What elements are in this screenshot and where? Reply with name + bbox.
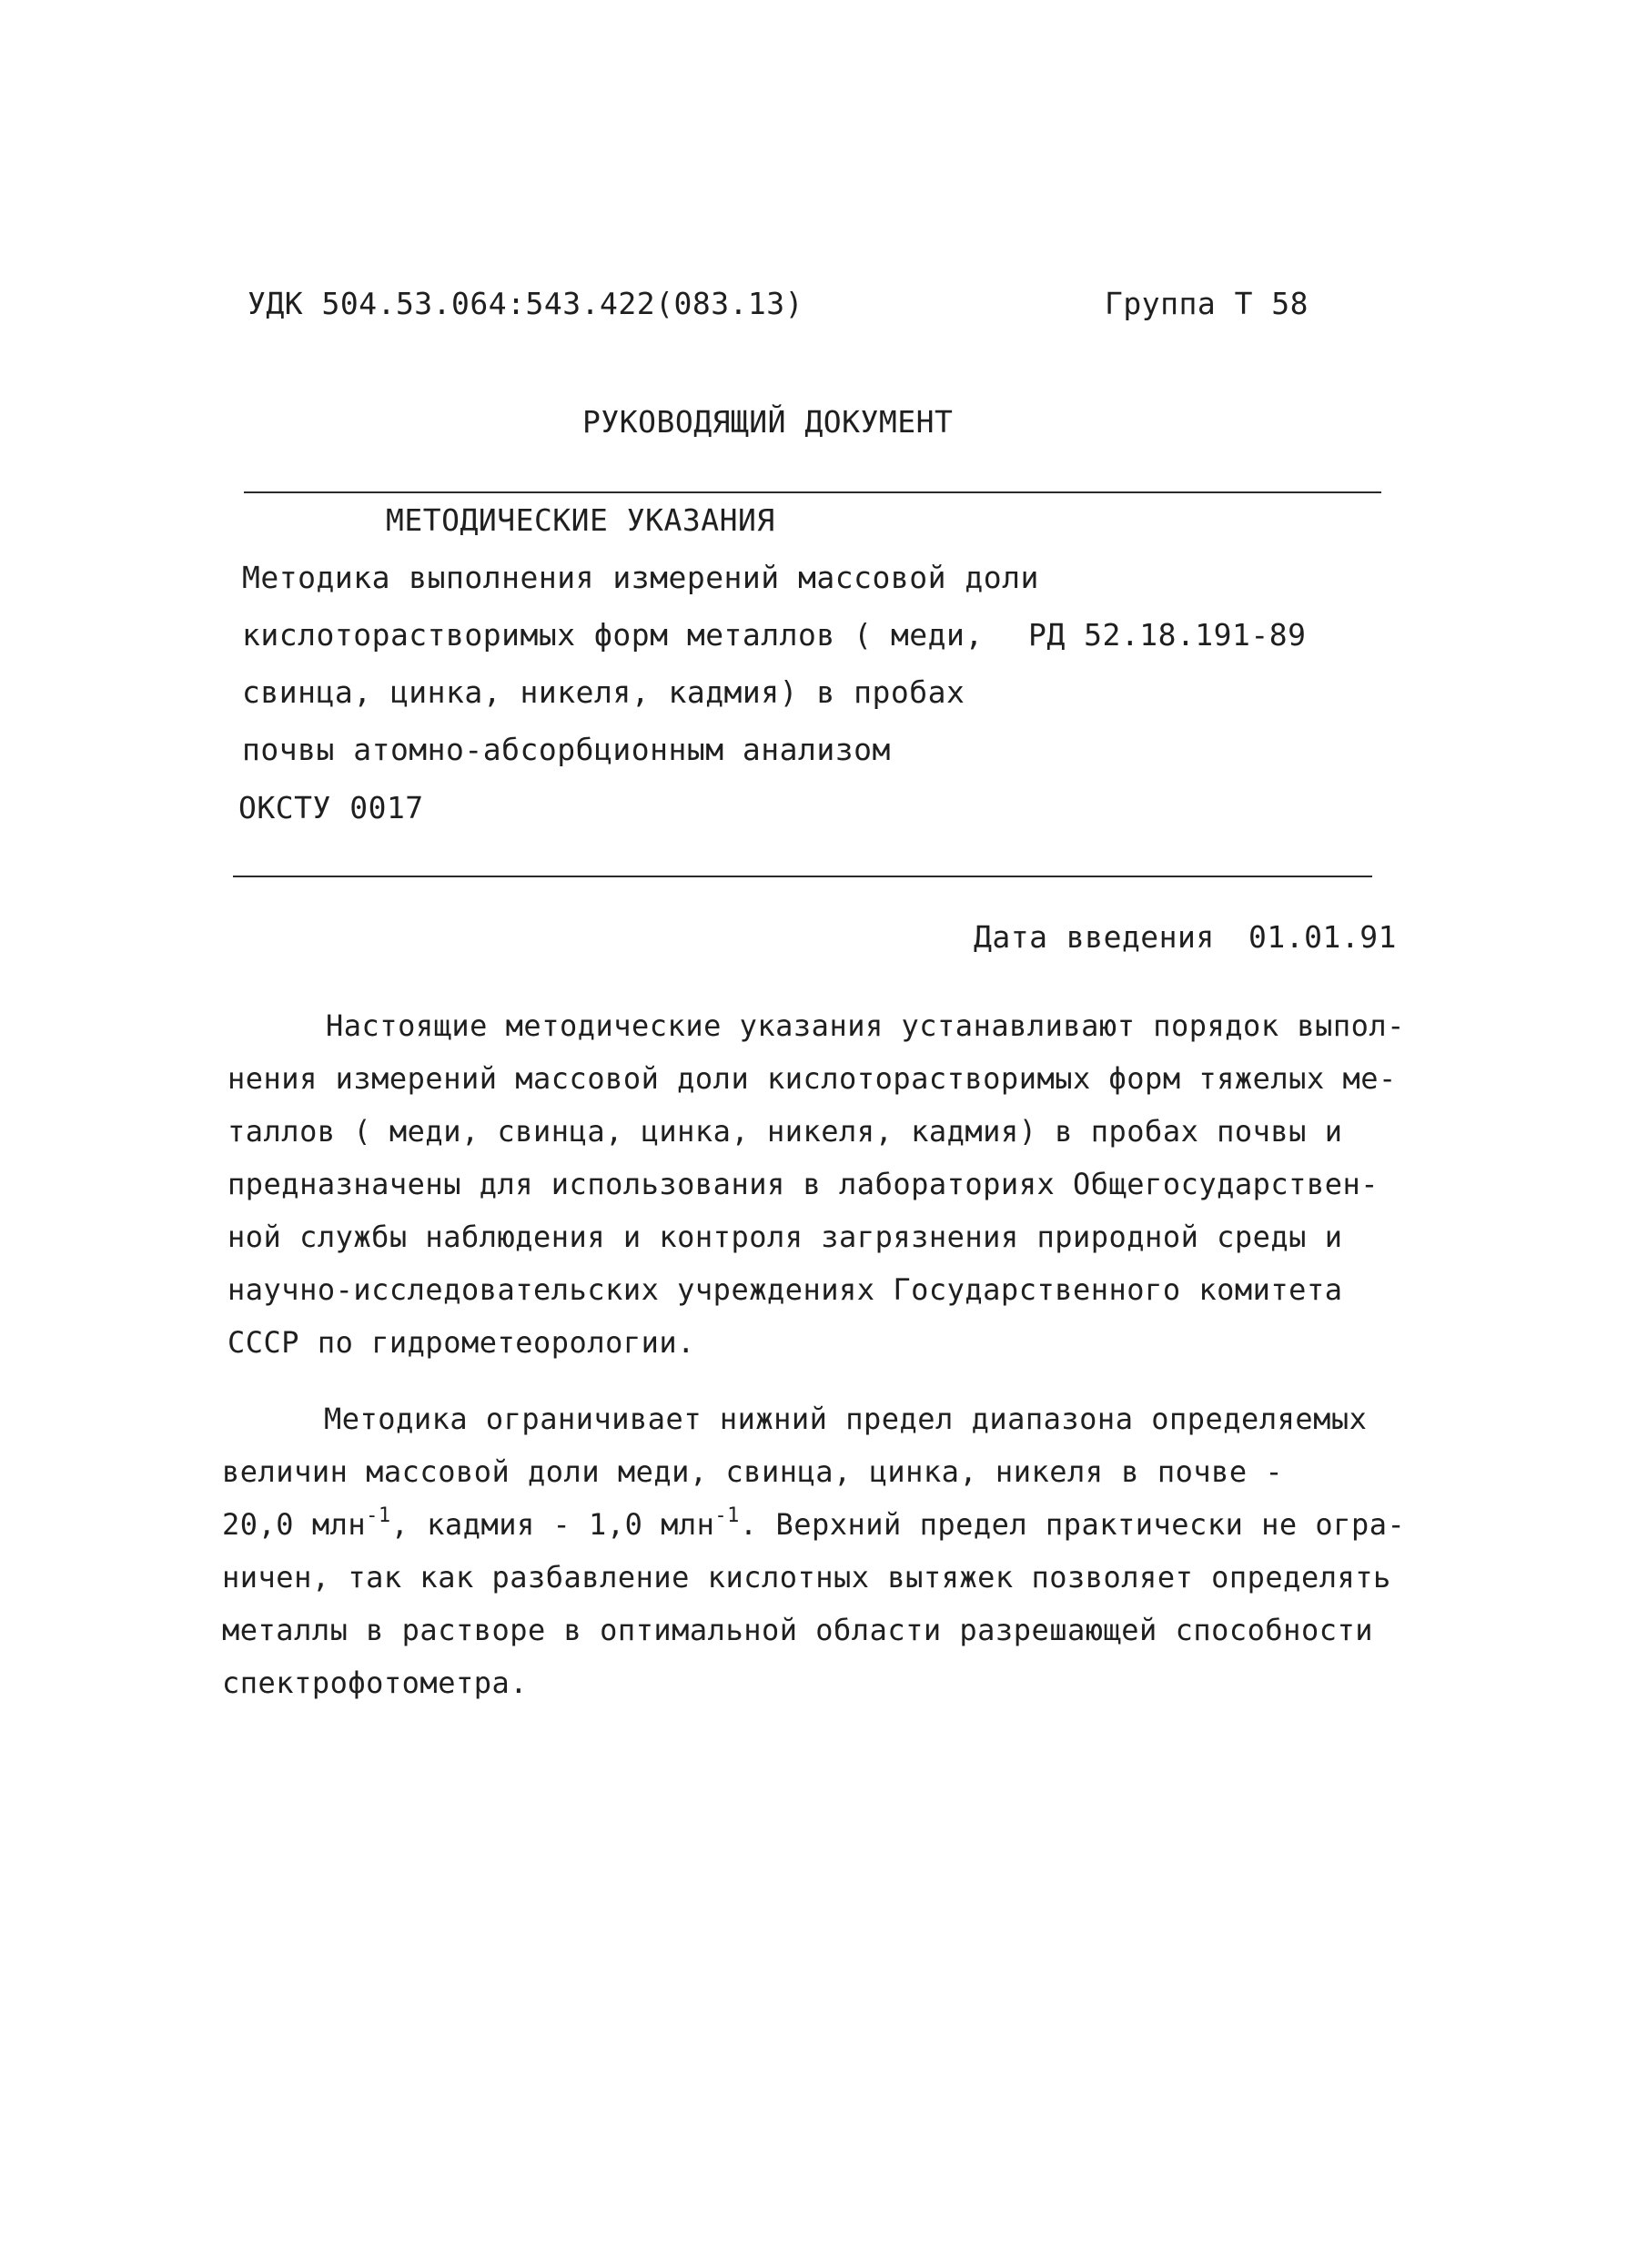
bottom-divider [233, 876, 1372, 877]
paragraph-line: ной службы наблюдения и контроля загрязнения природной среды и [227, 1220, 1343, 1254]
paragraph-limits [222, 1392, 1405, 1709]
title-line: почвы атомно-абсорбционным анализом [242, 732, 891, 767]
title-line: кислоторастворимых форм металлов ( меди, [242, 617, 984, 653]
udk-code: УДК 504.53.064:543.422(083.13) [248, 286, 804, 321]
group-code: Группа Т 58 [1105, 286, 1309, 321]
document-type: РУКОВОДЯЩИЙ ДОКУМЕНТ [582, 404, 954, 440]
title-line: Методика выполнения измерений массовой доли [242, 560, 1039, 595]
paragraph-line: предназначены для использования в лабораториях Общегосударствен- [227, 1167, 1379, 1201]
paragraph-line: величин массовой доли меди, свинца, цинка, никеля в почве - [222, 1454, 1284, 1489]
date-label: Дата введения [974, 919, 1215, 955]
paragraph-line: металлы в растворе в оптимальной области разрешающей способности [222, 1613, 1373, 1647]
paragraph-line: СССР по гидрометеорологии. [227, 1325, 695, 1360]
unit-exponent: -1 [714, 1504, 740, 1527]
cadmium-limit: , кадмия - 1,0 млн [390, 1507, 715, 1542]
title-line: свинца, цинка, никеля, кадмия) в пробах [242, 674, 965, 710]
unit-exponent: -1 [366, 1504, 391, 1527]
paragraph-line: Методика ограничивает нижний предел диапазона определяемых [324, 1402, 1368, 1436]
title-heading: МЕТОДИЧЕСКИЕ УКАЗАНИЯ [386, 502, 775, 538]
paragraph-line: Настоящие методические указания устанавливают порядок выпол- [326, 1008, 1405, 1043]
date-value: 01.01.91 [1248, 919, 1397, 955]
paragraph-scope [227, 999, 1405, 1369]
copper-limit: 20,0 млн [222, 1507, 367, 1542]
paragraph-line: ничен, так как разбавление кислотных вытяжек позволяет определять [222, 1560, 1391, 1595]
paragraph-line-with-units [222, 1498, 1405, 1551]
paragraph-line: таллов ( меди, свинца, цинка, никеля, кадмия) в пробах почвы и [227, 1114, 1343, 1149]
paragraph-line: научно-исследовательских учреждениях Государственного комитета [227, 1272, 1343, 1307]
paragraph-line: нения измерений массовой доли кислоторастворимых форм тяжелых ме- [227, 1061, 1397, 1096]
paragraph-line: спектрофотометра. [222, 1666, 529, 1700]
okstu-code: ОКСТУ 0017 [238, 790, 424, 825]
top-divider [244, 491, 1381, 493]
rd-document-code: РД 52.18.191-89 [1028, 617, 1307, 653]
upper-limit-text: . Верхний предел практически не огра- [739, 1507, 1406, 1542]
